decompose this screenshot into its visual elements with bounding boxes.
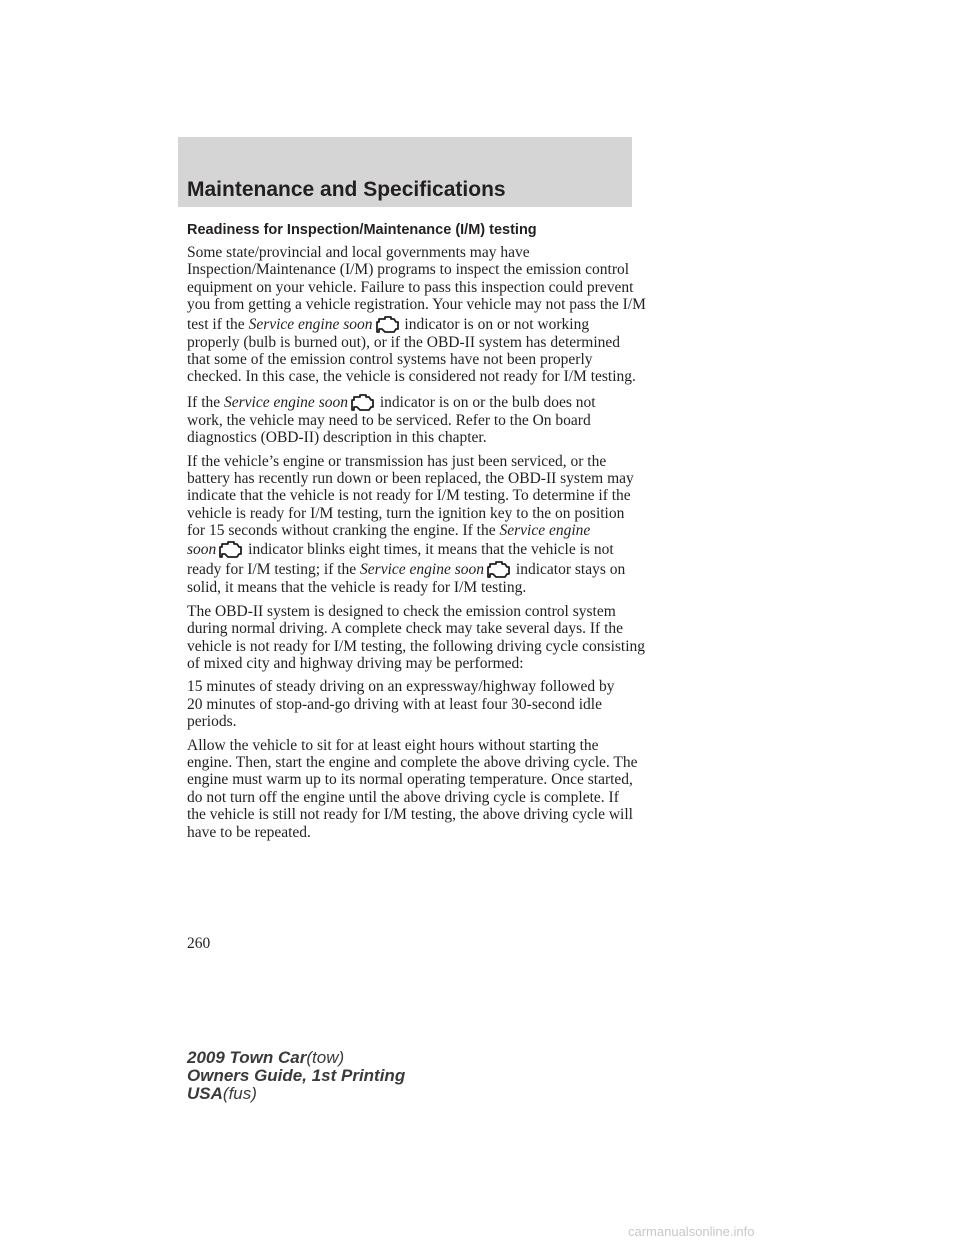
footer-market-code: (fus) — [222, 1084, 257, 1103]
footer-line-model — [187, 1049, 405, 1067]
footer-market: USA — [187, 1084, 223, 1103]
text-line: vehicle is not ready for I/M testing, the following driving cycle consisting — [187, 637, 646, 655]
text-line: 20 minutes of stop-and-go driving with at least four 30-second idle — [187, 695, 602, 713]
text-line: Allow the vehicle to sit for at least eight hours without starting the — [187, 736, 599, 754]
footer-guide: Owners Guide, 1st Printing — [187, 1066, 406, 1085]
paragraph-4 — [187, 602, 646, 673]
text-line: If the vehicle’s engine or transmission has just been serviced, or the — [187, 452, 607, 470]
text-line: engine. Then, start the engine and complete the above driving cycle. The — [187, 753, 638, 771]
text-line — [187, 314, 637, 334]
indicator-name: Service engine soon — [248, 315, 373, 333]
engine-icon — [217, 540, 243, 560]
text-line: work, the vehicle may need to be serviced. Refer to the On board — [187, 411, 591, 429]
text-line: properly (bulb is burned out), or if the OBD-II system has determined — [187, 333, 621, 351]
text-line: 15 minutes of steady driving on an expressway/highway followed by — [187, 678, 615, 696]
indicator-name: Service engine soon — [360, 561, 485, 579]
page-number: 260 — [187, 935, 211, 952]
text-line: vehicle is ready for I/M testing, turn the ignition key to the on position — [187, 504, 625, 522]
page-title: Maintenance and Specifications — [187, 178, 506, 201]
text-line: the vehicle is still not ready for I/M testing, the above driving cycle will — [187, 806, 633, 824]
text-segment: indicator stays on — [512, 561, 626, 579]
text-line — [187, 539, 637, 559]
text-segment: If the — [187, 393, 225, 411]
footer-line-market — [187, 1085, 405, 1103]
footer-model: 2009 Town Car — [187, 1048, 307, 1067]
paragraph-5 — [187, 678, 637, 730]
paragraph-6 — [187, 737, 637, 841]
text-segment: test if the — [187, 315, 249, 333]
text-line: indicate that the vehicle is not ready for I/M testing. To determine if the — [187, 487, 631, 505]
paragraph-3 — [187, 453, 637, 597]
watermark: carmanualsonline.info — [628, 1224, 755, 1239]
text-segment: ready for I/M testing; if the — [187, 561, 361, 579]
text-line: do not turn off the engine until the above driving cycle is complete. If — [187, 788, 619, 806]
text-line: Some state/provincial and local governments may have — [187, 244, 530, 261]
text-line: solid, it means that the vehicle is ready for I/M testing. — [187, 579, 527, 597]
engine-icon — [349, 393, 375, 413]
text-segment: indicator is on or the bulb does not — [375, 393, 596, 411]
text-line: Inspection/Maintenance (I/M) programs to inspect the emission control — [187, 261, 630, 279]
text-line: during normal driving. A complete check may take several days. If the — [187, 620, 624, 638]
paragraph-1 — [187, 244, 646, 386]
engine-icon — [374, 315, 400, 335]
paragraph-2 — [187, 392, 637, 447]
footer-model-code — [306, 1048, 344, 1067]
engine-icon — [485, 560, 511, 580]
text-line — [187, 559, 637, 579]
text-segment: for 15 seconds without cranking the engine. If the — [187, 522, 500, 540]
text-line: battery has recently run down or been replaced, the OBD-II system may — [187, 469, 634, 487]
text-line: you from getting a vehicle registration. Your vehicle may not pass the I/M — [187, 296, 646, 314]
text-line — [187, 522, 637, 539]
text-line: have to be repeated. — [187, 823, 311, 841]
footer-model-code-text: (tow) — [306, 1048, 345, 1067]
text-segment: indicator is on or not working — [400, 315, 590, 333]
indicator-name: soon — [187, 541, 217, 559]
text-line — [187, 392, 637, 412]
text-line: The OBD-II system is designed to check the emission control system — [187, 602, 616, 620]
indicator-name: Service engine — [499, 522, 591, 540]
section-heading: Readiness for Inspection/Maintenance (I/M) testing — [187, 222, 537, 238]
indicator-name: Service engine soon — [224, 393, 348, 411]
footer — [187, 1049, 405, 1103]
text-line: periods. — [187, 713, 237, 731]
text-line: of mixed city and highway driving may be performed: — [187, 655, 524, 673]
text-line: engine must warm up to its normal operating temperature. Once started, — [187, 771, 633, 789]
main-content — [187, 221, 646, 847]
text-line: checked. In this case, the vehicle is considered not ready for I/M testing. — [187, 368, 636, 386]
text-line: that some of the emission control systems have not been properly — [187, 350, 593, 368]
text-line: equipment on your vehicle. Failure to pass this inspection could prevent — [187, 278, 634, 296]
text-line: diagnostics (OBD-II) description in this chapter. — [187, 429, 487, 447]
text-segment: indicator blinks eight times, it means that the vehicle is not — [244, 541, 614, 559]
